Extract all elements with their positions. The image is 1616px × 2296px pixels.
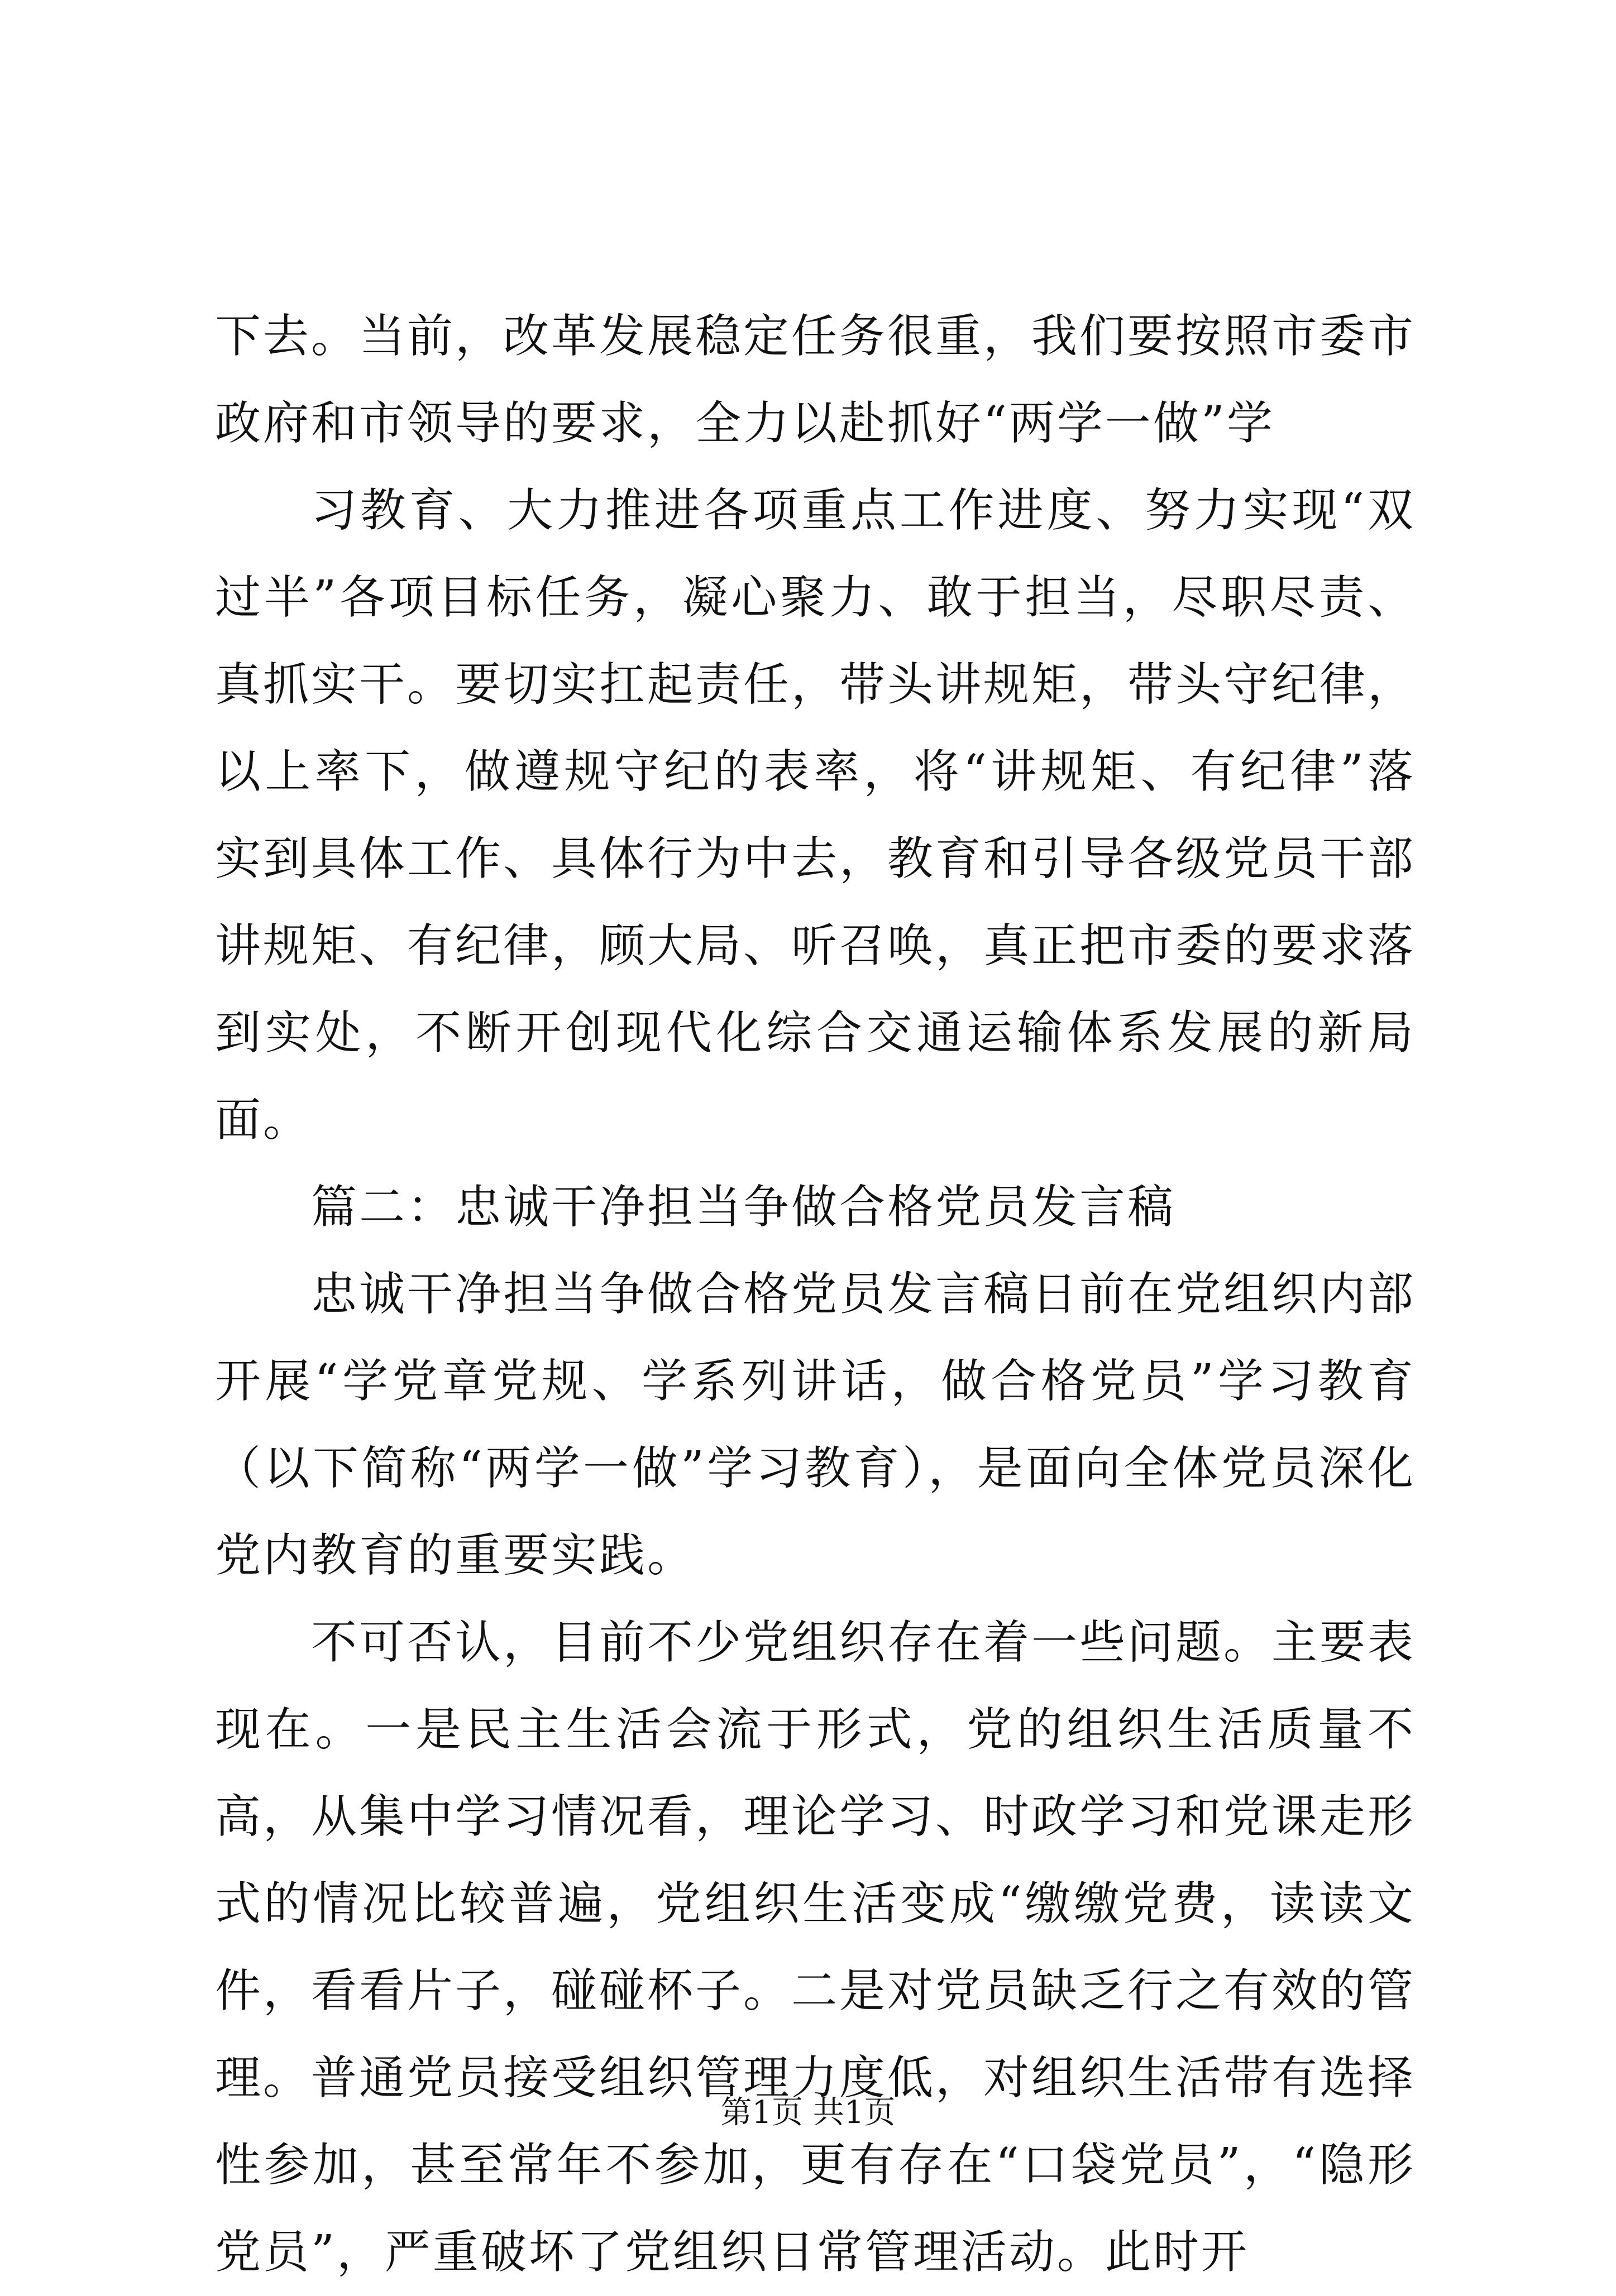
paragraph-1: 下去。当前，改革发展稳定任务很重，我们要按照市委市政府和市领导的要求，全力以赴抓好“两学一做”学: [215, 310, 1416, 450]
paragraph-3: 忠诚干净担当争做合格党员发言稿日前在党组织内部开展“学党章党规、学系列讲话，做合格党员”学习教育（以下简称“两学一做”学习教育），是面向全体党员深化党内教育的重要实践。: [215, 1268, 1416, 1582]
paragraph-4: 不可否认，目前不少党组织存在着一些问题。主要表现在。一是民主生活会流于形式，党的组织生活质量不高，从集中学习情况看，理论学习、时政学习和党课走形式的情况比较普遍，党组织生活变成“缴缴党费，读读文件，看看片子，碰碰杯子。二是对党员缺乏行之有效的管理。普通党员接受组织管理力度低，对组织生活带有选择性参加，甚至常年不参加，更有存在“口袋党员”，“隐形党员”，严重破坏了党组织日常管理活动。此时开: [215, 1616, 1416, 2279]
document-body: [215, 293, 1416, 2296]
paragraph-2: 习教育、大力推进各项重点工作进度、努力实现“双过半”各项目标任务，凝心聚力、敢于担当，尽职尽责、真抓实干。要切实扛起责任，带头讲规矩，带头守纪律，以上率下，做遵规守纪的表率，将“讲规矩、有纪律”落实到具体工作、具体行为中去，教育和引导各级党员干部讲规矩、有纪律，顾大局、听召唤，真正把市委的要求落到实处，不断开创现代化综合交通运输体系发展的新局面。: [215, 484, 1416, 1147]
page-footer: 第1页 共1页: [720, 2094, 896, 2131]
section-heading: 篇二：忠诚干净担当争做合格党员发言稿: [311, 1181, 1176, 1234]
